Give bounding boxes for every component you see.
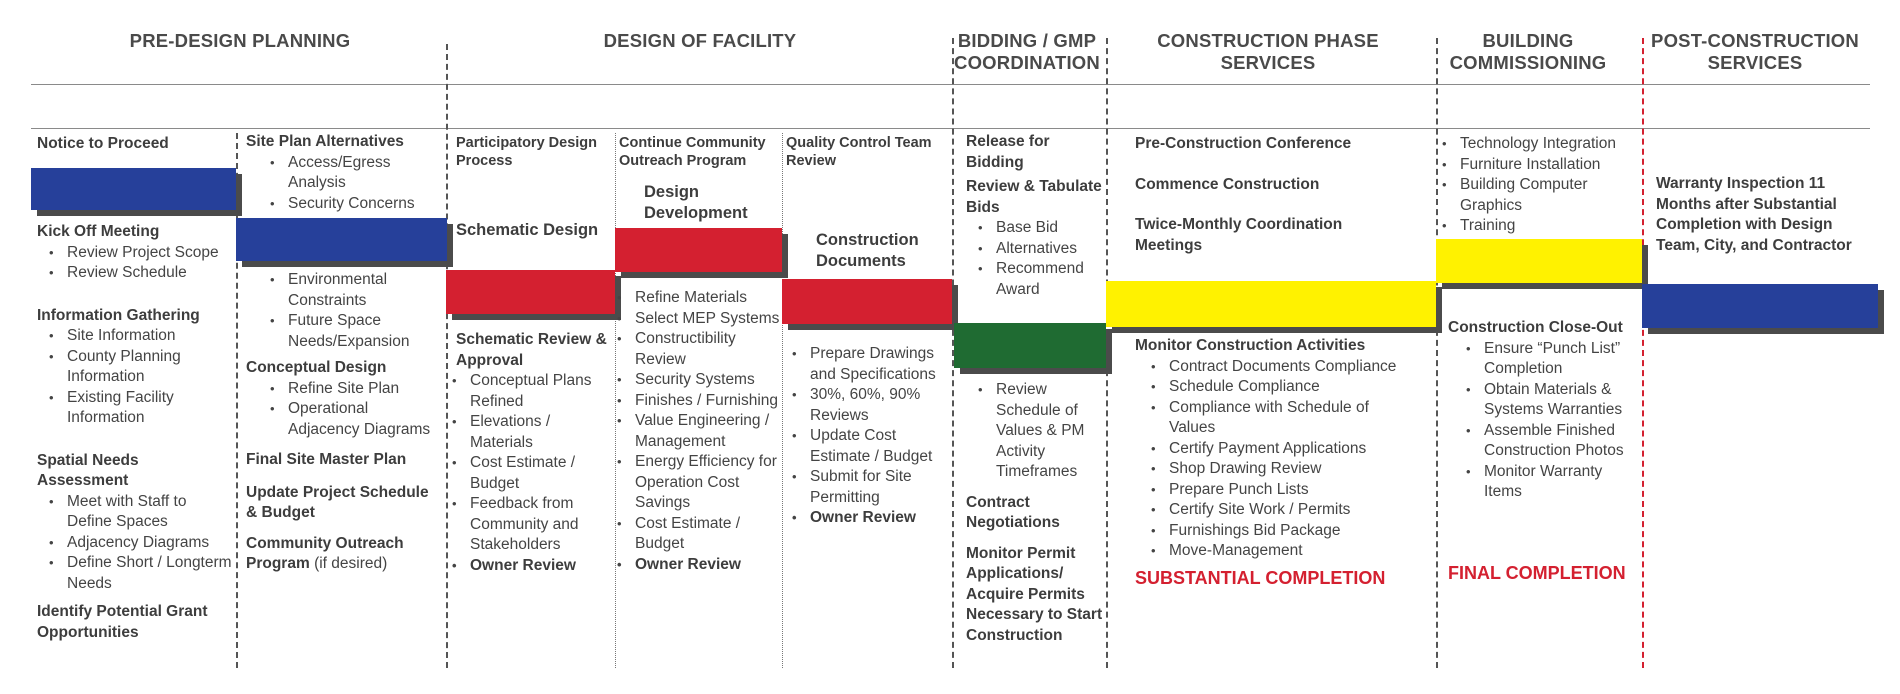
list-item: • Technology Integration [1460, 134, 1640, 155]
participatory-design-title: Participatory Design Process [456, 135, 598, 169]
grant-title: Identify Potential Grant Opportunities [37, 603, 208, 641]
divider-4 [782, 133, 783, 668]
list-item: • Certify Site Work / Permits [1169, 500, 1431, 521]
header-design: DESIGN OF FACILITY [603, 30, 797, 51]
col-closeout [1448, 318, 1640, 583]
list-item: • Define Short / Longterm Needs [67, 553, 232, 594]
final-site-master-plan: Final Site Master Plan [246, 451, 407, 468]
continue-outreach-title: Continue Community Outreach Program [619, 135, 766, 169]
phase-bar-construction [1106, 281, 1436, 327]
list-item: • Conceptual Plans Refined [470, 371, 614, 412]
list-item: • Select MEP Systems [635, 309, 781, 330]
design-development-title: Design Development [644, 183, 748, 222]
list-item: • Furnishings Bid Package [1169, 521, 1431, 542]
col-participatory [456, 134, 614, 170]
col-warranty [1656, 174, 1874, 256]
list-item: • Recommend Award [996, 259, 1104, 300]
conceptual-design-title: Conceptual Design [246, 359, 387, 376]
col-construction-top [1135, 134, 1425, 256]
list-item: • Furniture Installation [1460, 155, 1640, 176]
list-item: • Meet with Staff to Define Spaces [67, 492, 232, 533]
list-item: • Move-Management [1169, 541, 1431, 562]
col-bidding [966, 132, 1104, 300]
list-item: • Adjacency Diagrams [67, 533, 232, 554]
list-item: • Refine Materials [635, 288, 781, 309]
col-site-plan-cont [246, 270, 442, 575]
schematic-review-title: Schematic Review & Approval [456, 331, 607, 369]
col-schematic-review [456, 330, 614, 576]
header-post-construction: POST-CONSTRUCTION SERVICES [1651, 30, 1859, 73]
list-item: • Shop Drawing Review [1169, 459, 1431, 480]
community-outreach-note: (if desired) [314, 555, 388, 572]
divider-8 [1642, 38, 1644, 668]
notice-to-proceed: Notice to Proceed [37, 135, 169, 152]
list-item: • Energy Efficiency for Operation Cost Savings [635, 452, 781, 514]
warranty-inspection: Warranty Inspection 11 Months after Substantial Completion with Design Team, City, and Contractor [1656, 175, 1852, 254]
list-item: • Submit for Site Permitting [810, 467, 950, 508]
divider-1 [236, 133, 238, 668]
list-item: • Security Concerns [288, 194, 442, 215]
monitor-permit: Monitor Permit Applications/ Acquire Permits Necessary to Start Construction [966, 544, 1103, 644]
col-kickoff [37, 222, 232, 643]
header-pre-design: PRE-DESIGN PLANNING [129, 30, 351, 51]
owner-review: • Owner Review [810, 508, 950, 529]
col-commissioning-top [1446, 134, 1640, 237]
list-item: • Future Space Needs/Expansion [288, 311, 442, 352]
contract-negotiations: Contract Negotiations [966, 493, 1060, 531]
list-item: • Review Schedule [67, 263, 232, 284]
list-item: • Feedback from Community and Stakeholders [470, 494, 614, 556]
community-outreach-title: Community Outreach Program [246, 534, 404, 572]
kickoff-title: Kick Off Meeting [37, 223, 160, 240]
col-qc [786, 134, 950, 170]
col-construction-monitor [1135, 336, 1431, 588]
list-item: • Refine Site Plan [288, 379, 442, 400]
info-gathering-title: Information Gathering [37, 306, 200, 324]
list-item: • Existing Facility Information [67, 388, 232, 429]
phase-bar-schematic [446, 270, 615, 314]
phase-bar-construction-docs [782, 279, 952, 324]
col-construction-docs [816, 230, 950, 271]
phase-bar-notice [31, 168, 236, 210]
update-schedule-budget: Update Project Schedule & Budget [246, 483, 429, 521]
pre-construction-conference: Pre-Construction Conference [1135, 135, 1352, 152]
header-construction: CONSTRUCTION PHASE SERVICES [1157, 30, 1379, 73]
list-item: • Elevations / Materials [470, 412, 614, 453]
list-item: • County Planning Information [67, 347, 232, 388]
site-plan-alternatives-title: Site Plan Alternatives [246, 133, 404, 150]
header-rule-top [31, 84, 1870, 85]
review-tabulate-bids: Review & Tabulate Bids [966, 178, 1102, 216]
list-item: • Schedule Compliance [1169, 377, 1431, 398]
list-item: • Training [1460, 216, 1640, 237]
release-for-bidding: Release for Bidding [966, 133, 1050, 171]
col-continue-outreach [619, 134, 781, 170]
col-dd-list [621, 288, 781, 575]
list-item: • Access/Egress Analysis [288, 153, 442, 194]
list-item: • Obtain Materials & Systems Warranties [1484, 380, 1640, 421]
phase-bar-commissioning [1436, 239, 1642, 283]
list-item: • Review Schedule of Values & PM Activity Timeframes [996, 380, 1104, 483]
list-item: • Site Information [67, 326, 232, 347]
list-item: • Contract Documents Compliance [1169, 357, 1431, 378]
list-item: • Prepare Drawings and Specifications [810, 344, 950, 385]
list-item: • 30%, 60%, 90% Reviews [810, 385, 950, 426]
owner-review: • Owner Review [635, 555, 781, 576]
header-commissioning: BUILDING COMMISSIONING [1449, 30, 1607, 73]
divider-7 [1436, 38, 1438, 668]
list-item: • Cost Estimate / Budget [635, 514, 781, 555]
phase-bar-design-dev [615, 228, 782, 272]
phase-bar-site-plan [236, 218, 447, 261]
list-item: • Ensure “Punch List” Completion [1484, 339, 1640, 380]
list-item: • Constructibility Review [635, 329, 781, 370]
schematic-design-title: Schematic Design [456, 221, 599, 239]
col-design-development [644, 182, 774, 223]
header-rule-bottom [31, 128, 1870, 129]
list-item: • Update Cost Estimate / Budget [810, 426, 950, 467]
list-item: • Cost Estimate / Budget [470, 453, 614, 494]
closeout-title: Construction Close-Out [1448, 319, 1623, 336]
owner-review: • Owner Review [470, 556, 614, 577]
list-item: • Certify Payment Applications [1169, 439, 1431, 460]
list-item: • Value Engineering / Management [635, 411, 781, 452]
divider-2 [446, 44, 448, 668]
quality-control-title: Quality Control Team Review [786, 135, 932, 169]
list-item: • Monitor Warranty Items [1484, 462, 1640, 503]
phase-bar-bidding [954, 323, 1106, 368]
list-item: • Security Systems [635, 370, 781, 391]
commence-construction: Commence Construction [1135, 175, 1320, 193]
phase-bar-post-construction [1642, 284, 1878, 328]
divider-6 [1106, 38, 1108, 668]
header-bidding: BIDDING / GMP COORDINATION [954, 30, 1100, 73]
list-item: • Alternatives [996, 239, 1104, 260]
list-item: • Assemble Finished Construction Photos [1484, 421, 1640, 462]
col-site-plan [246, 132, 442, 214]
twice-monthly-meetings: Twice-Monthly Coordination Meetings [1135, 216, 1343, 254]
divider-3 [615, 133, 616, 668]
list-item: • Environmental Constraints [288, 270, 442, 311]
monitor-construction-title: Monitor Construction Activities [1135, 337, 1366, 354]
list-item: • Base Bid [996, 218, 1104, 239]
substantial-completion: SUBSTANTIAL COMPLETION [1135, 567, 1386, 588]
list-item: • Operational Adjacency Diagrams [288, 399, 442, 440]
community-outreach [246, 534, 442, 575]
col-schematic [456, 220, 614, 241]
construction-documents-title: Construction Documents [816, 231, 919, 270]
list-item: • Prepare Punch Lists [1169, 480, 1431, 501]
list-item: • Compliance with Schedule of Values [1169, 398, 1399, 439]
list-item: • Review Project Scope [67, 243, 232, 264]
col-bidding-lower [966, 380, 1104, 646]
col-notice [37, 134, 232, 155]
list-item: • Building Computer Graphics [1460, 175, 1640, 216]
list-item: • Finishes / Furnishing [635, 391, 781, 412]
spatial-needs-title: Spatial Needs Assessment [37, 451, 139, 489]
final-completion: FINAL COMPLETION [1448, 562, 1626, 583]
col-cd-list [792, 344, 950, 529]
